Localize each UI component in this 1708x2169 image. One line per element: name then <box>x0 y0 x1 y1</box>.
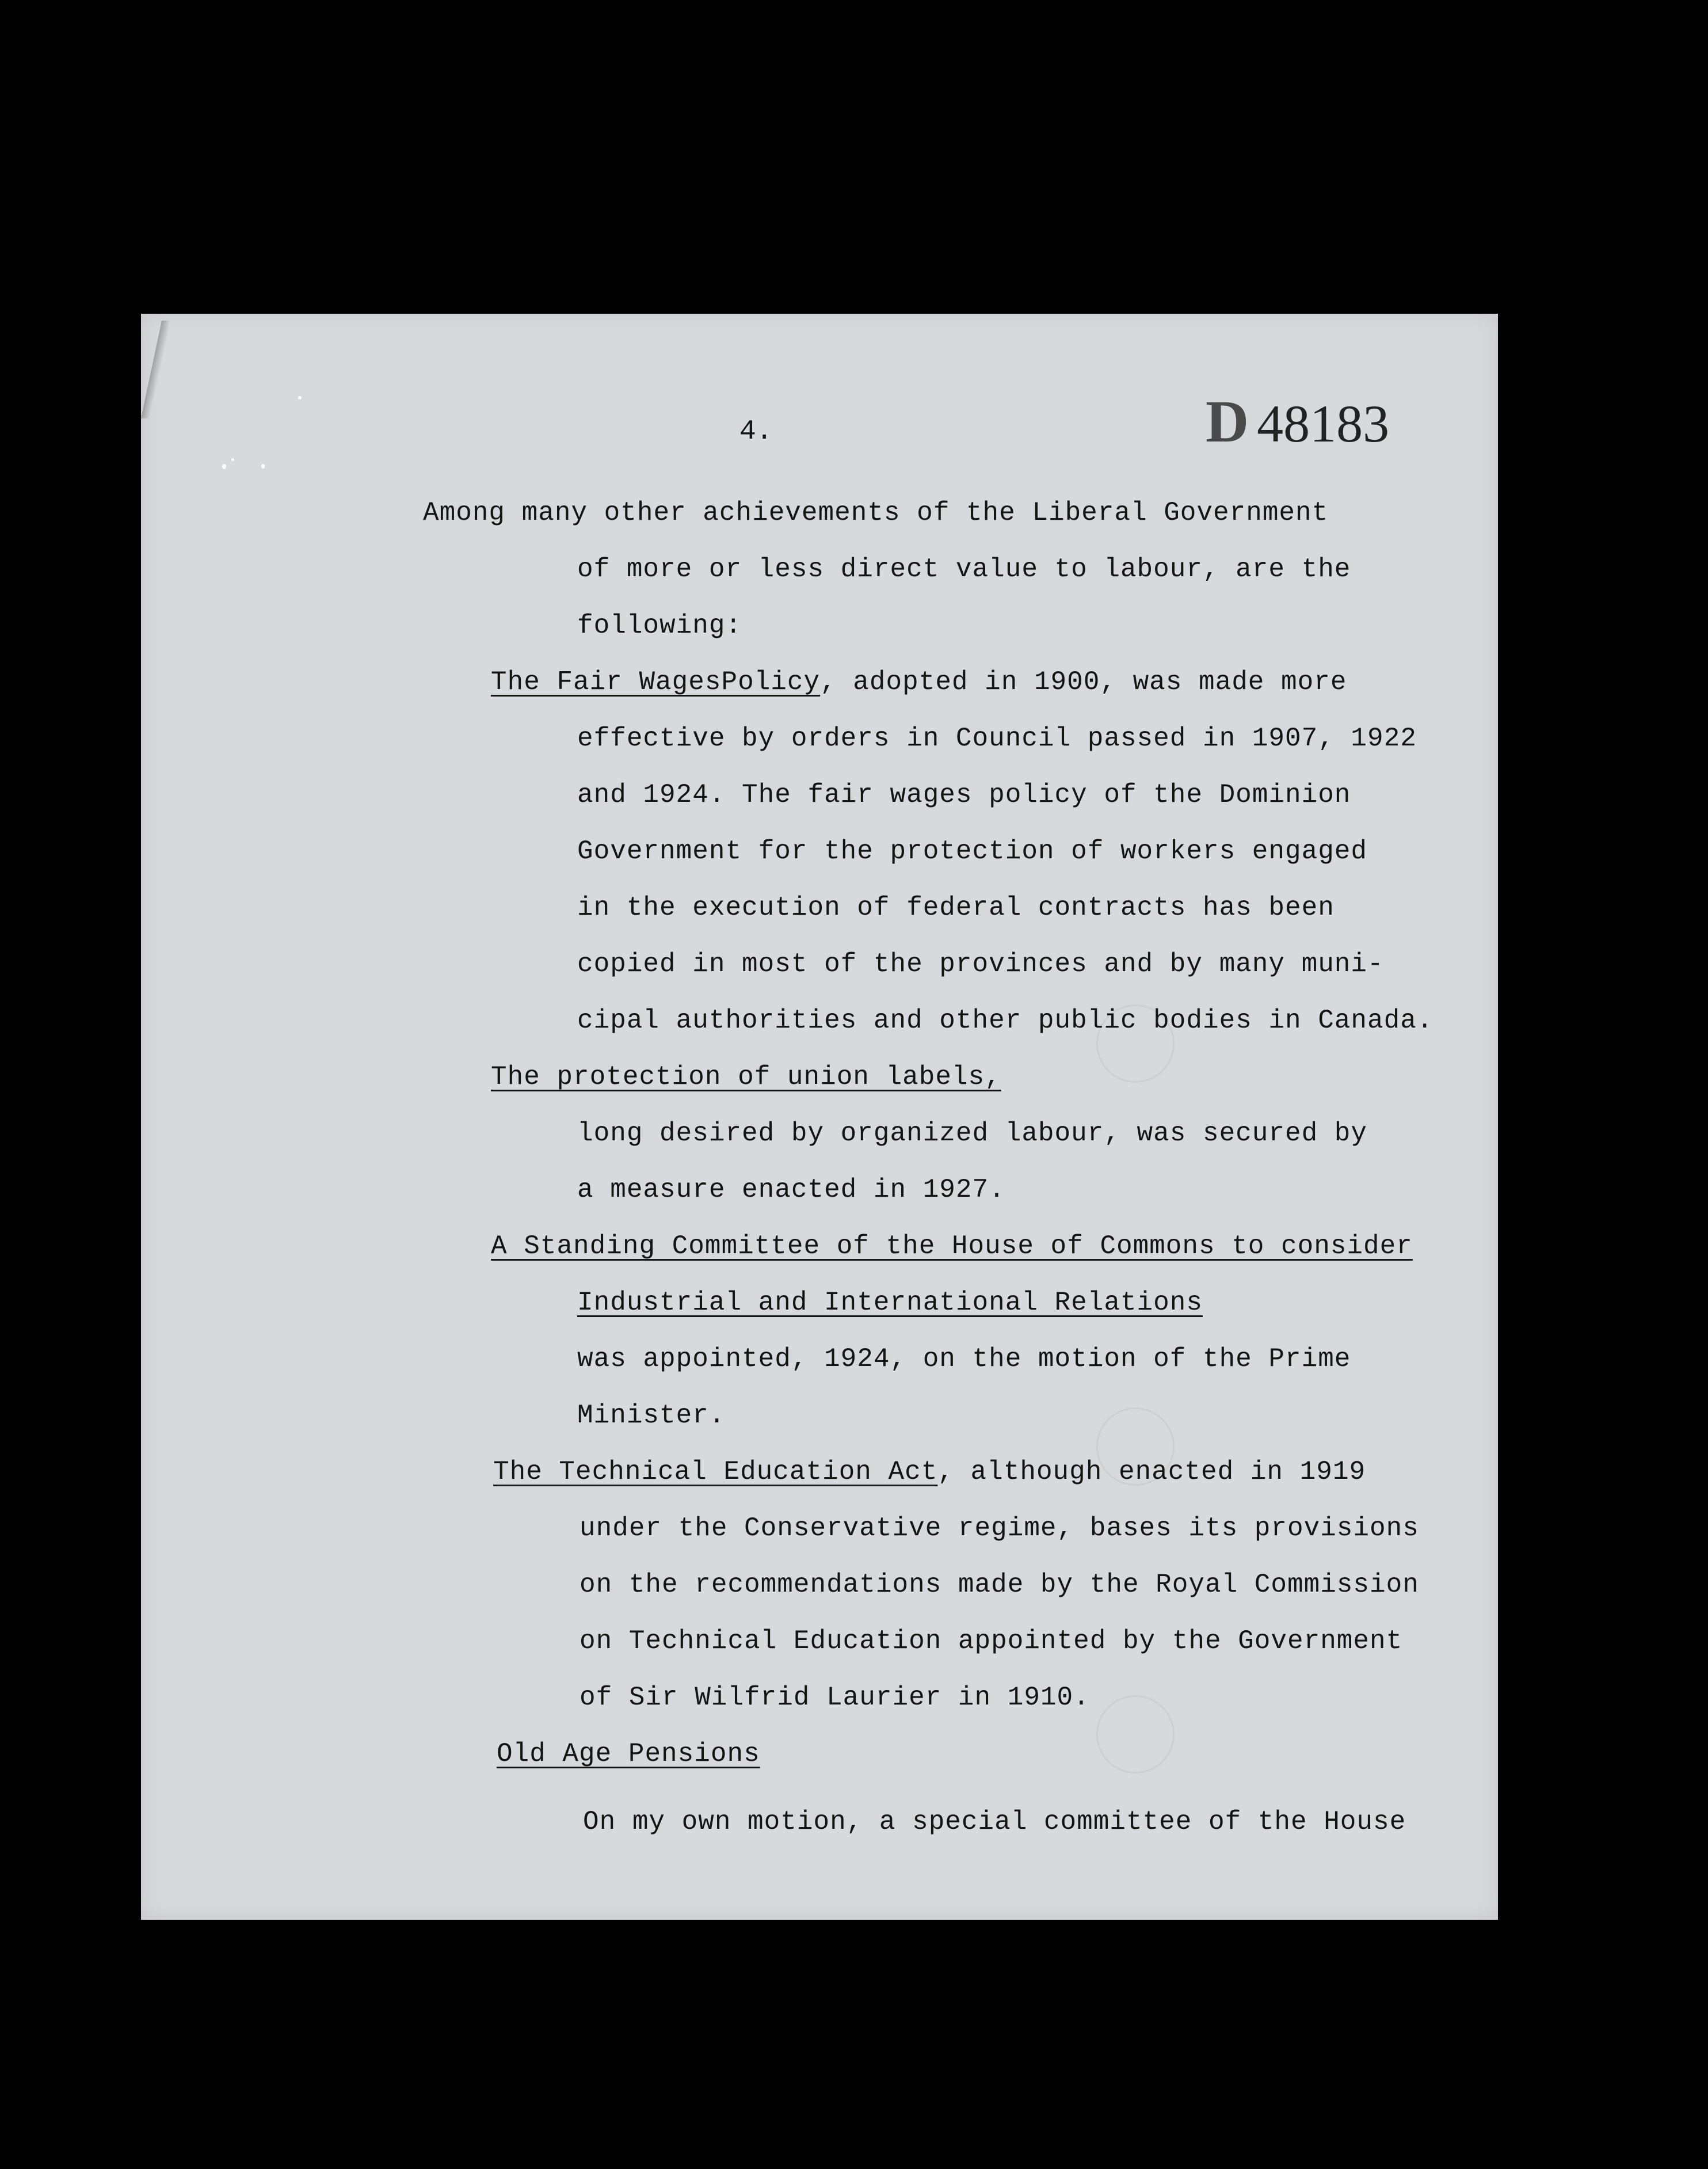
text-line: following: <box>577 611 742 641</box>
text-line: and 1924. The fair wages policy of the Dominion <box>577 780 1351 810</box>
scan-speck <box>261 464 265 469</box>
text-span: , although enacted in 1919 <box>937 1457 1366 1487</box>
text-line: on Technical Education appointed by the Government <box>580 1626 1403 1656</box>
scan-speck <box>222 464 226 469</box>
page-edge-shadow <box>141 321 171 418</box>
text-line: cipal authorities and other public bodies in Canada. <box>577 1006 1434 1036</box>
text-line <box>577 1288 1203 1318</box>
document-page <box>141 314 1498 1920</box>
document-id-number: 48183 <box>1257 394 1390 453</box>
text-line: Among many other achievements of the Liberal Government <box>423 498 1329 528</box>
section-heading: A Standing Committee of the House of Commons to consider <box>491 1231 1413 1261</box>
text-line: a measure enacted in 1927. <box>577 1175 1005 1205</box>
section-heading: The protection of union labels, <box>491 1062 1001 1092</box>
document-id-prefix: D <box>1206 389 1249 455</box>
section-heading: The Technical Education Act <box>493 1457 938 1487</box>
text-line <box>491 667 1347 697</box>
text-line <box>491 1231 1413 1261</box>
text-line: effective by orders in Council passed in 1907, 1922 <box>577 724 1417 754</box>
section-heading: The Fair WagesPolicy <box>491 667 821 697</box>
text-line: Minister. <box>577 1401 726 1430</box>
text-line: copied in most of the provinces and by many muni- <box>577 949 1384 979</box>
text-line: on the recommendations made by the Royal Commission <box>580 1570 1419 1600</box>
section-heading: Industrial and International Relations <box>577 1288 1203 1318</box>
text-line: long desired by organized labour, was secured by <box>577 1118 1368 1148</box>
faint-stamp-mark <box>1096 1695 1175 1774</box>
text-line: On my own motion, a special committee of the House <box>583 1807 1406 1837</box>
scan-speck <box>298 396 302 399</box>
text-line: in the execution of federal contracts has been <box>577 893 1335 923</box>
text-line <box>493 1457 1366 1487</box>
text-line: was appointed, 1924, on the motion of the Prime <box>577 1344 1351 1374</box>
text-line: of Sir Wilfrid Laurier in 1910. <box>580 1683 1090 1713</box>
text-line: under the Conservative regime, bases its provisions <box>580 1513 1419 1543</box>
text-span: , adopted in 1900, was made more <box>820 667 1347 697</box>
section-heading: Old Age Pensions <box>497 1739 760 1769</box>
document-id-stamp <box>1206 387 1389 456</box>
text-line <box>491 1062 1001 1092</box>
text-line: Government for the protection of workers engaged <box>577 836 1368 866</box>
page-number: 4. <box>739 416 773 447</box>
scan-speck <box>231 458 234 461</box>
text-line <box>497 1739 760 1769</box>
text-line: of more or less direct value to labour, are the <box>577 554 1351 584</box>
